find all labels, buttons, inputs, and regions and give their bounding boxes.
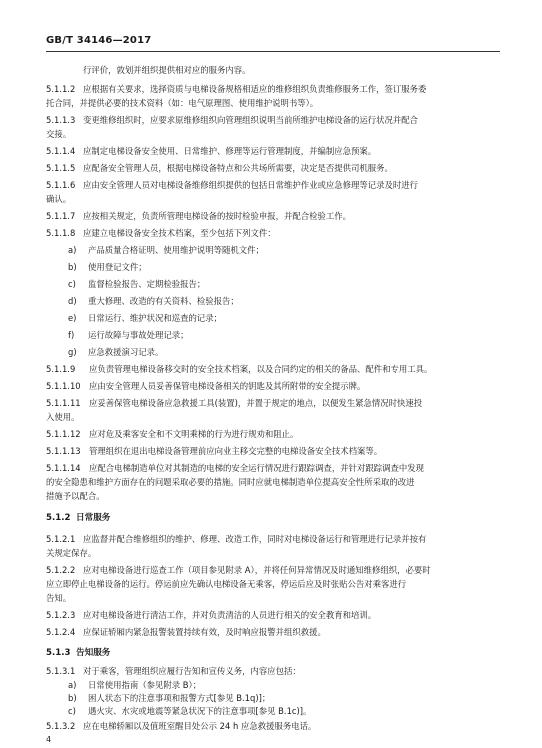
clause-line: 5.1.3.1 对于乘客，管理组织应履行告知和宣传义务，内容应包括： — [46, 666, 301, 676]
clause-line: 5.1.1.10 应由安全管理人员妥善保管电梯设备相关的钥匙及其所附带的安全提示牌。 — [46, 381, 366, 391]
page-number: 4 — [46, 735, 52, 744]
clause-line: 应立即停止电梯设备的运行。停运前应先确认电梯设备无乘客，停运后应及时张贴公告对乘客进行 — [46, 579, 407, 589]
list-item: b) 困人状态下的注意事项和报警方式[参见 B.1q)]； — [68, 693, 271, 703]
clause-line: 5.1.1.7 应按相关规定，负责所管理电梯设备的按时检验申报，并配合检验工作。 — [46, 211, 351, 221]
clause-line: 5.1.2.4 应保证轿厢内紧急报警装置持续有效，及时响应报警并组织救援。 — [46, 627, 326, 637]
list-item: c) 监督检验报告、定期检验报告； — [68, 279, 206, 289]
clause-line: 5.1.2.1 应监督并配合维修组织的维护、修理、改造工作，同时对电梯设备运行和管理进行记录并按有 — [46, 534, 427, 544]
list-item: d) 重大修理、改造的有关资料、检验报告； — [68, 296, 239, 306]
clause-line: 交接。 — [46, 129, 72, 139]
clause-line: 5.1.1.8 应建立电梯设备安全技术档案，至少包括下列文件： — [46, 228, 276, 238]
clause-line: 5.1.1.6 应由安全管理人员对电梯设备维修组织提供的包括日常维护作业或应急修理等记录及时进行 — [46, 180, 418, 190]
clause-line: 5.1.1.14 应配合电梯制造单位对其制造的电梯的安全运行情况进行跟踪调查，并针对跟踪调查中发现 — [46, 463, 424, 473]
clause-line: 告知。 — [46, 593, 72, 603]
clause-line: 措施予以配合。 — [46, 491, 105, 501]
clause-line: 5.1.1.12 应对危及乘客安全和不文明乘梯的行为进行规劝和阻止。 — [46, 429, 299, 439]
clause-line: 5.1.1.2 应根据有关要求，选择资质与电梯设备规格相适应的维修组织负责维修服务工作，签订服务委 — [46, 84, 427, 94]
clause-line: 5.1.1.13 管理组织在退出电梯设备管理前应向业主移交完整的电梯设备安全技术档案等。 — [46, 446, 383, 456]
section-heading: 5.1.3 告知服务 — [46, 648, 111, 658]
list-item: g) 应急救援演习记录。 — [68, 347, 164, 357]
clause-line: 确认。 — [46, 194, 72, 204]
list-item: f) 运行故障与事故处理记录； — [68, 330, 189, 340]
clause-line: 5.1.2.3 应对电梯设备进行清洁工作，并对负责清洁的人员进行相关的安全教育和培训。 — [46, 610, 377, 620]
list-item: a) 日常使用指南（参见附录 B）； — [68, 680, 202, 690]
header-divider — [46, 51, 500, 52]
clause-line: 5.1.1.9 应负责管理电梯设备移交时的安全技术档案，以及合同约定的相关的备品、配件和专用工具。 — [46, 364, 433, 374]
clause-line: 5.1.1.4 应制定电梯设备安全使用、日常维护、修理等运行管理制度，并编制应急预案。 — [46, 146, 377, 156]
clause-line: 关规定保存。 — [46, 548, 97, 558]
clause-line: 5.1.1.5 应配备安全管理人员，根据电梯设备特点和公共场所需要，决定是否提供司机服务。 — [46, 163, 393, 173]
list-item: b) 使用登记文件； — [68, 262, 147, 272]
clause-line: 5.1.2.2 应对电梯设备进行巡查工作（项目参见附录 A），并将任何异常情况及时通知维修组织，必要时 — [46, 565, 431, 575]
clause-line: 5.1.1.11 应妥善保管电梯设备应急救援工具(装置)，并置于规定的地点，以便发生紧急情况时快速投 — [46, 398, 423, 408]
clause-line: 行评价，敦划并组织提供相对应的服务内容。 — [83, 65, 251, 75]
clause-line: 托合同，并提供必要的技术资料（如：电气原理图、使用维护说明书等）。 — [46, 98, 319, 108]
list-item: a) 产品质量合格证明、使用维护说明等随机文件； — [68, 245, 264, 255]
list-item: c) 遇火灾、水灾或地震等紧急状况下的注意事项[参见 B.1c)]。 — [68, 706, 312, 716]
clause-line: 5.1.3.2 应在电梯轿厢以及值班室醒目处公示 24 h 应急救援服务电话。 — [46, 721, 317, 731]
standard-code-header: GB/T 34146—2017 — [46, 35, 152, 46]
list-item: e) 日常运行、维护状况和巡査的记录； — [68, 313, 222, 323]
section-heading: 5.1.2 日常服务 — [46, 513, 111, 523]
clause-line: 的安全隐患和维护方面存在的问题采取必要的措施。同时应就电梯制造单位提高安全性所采取的改进 — [46, 477, 415, 487]
clause-line: 入使用。 — [46, 412, 80, 422]
clause-line: 5.1.1.3 变更维修组织时，应要求原维修组织向管理组织说明当前所维护电梯设备的运行状况并配合 — [46, 115, 418, 125]
